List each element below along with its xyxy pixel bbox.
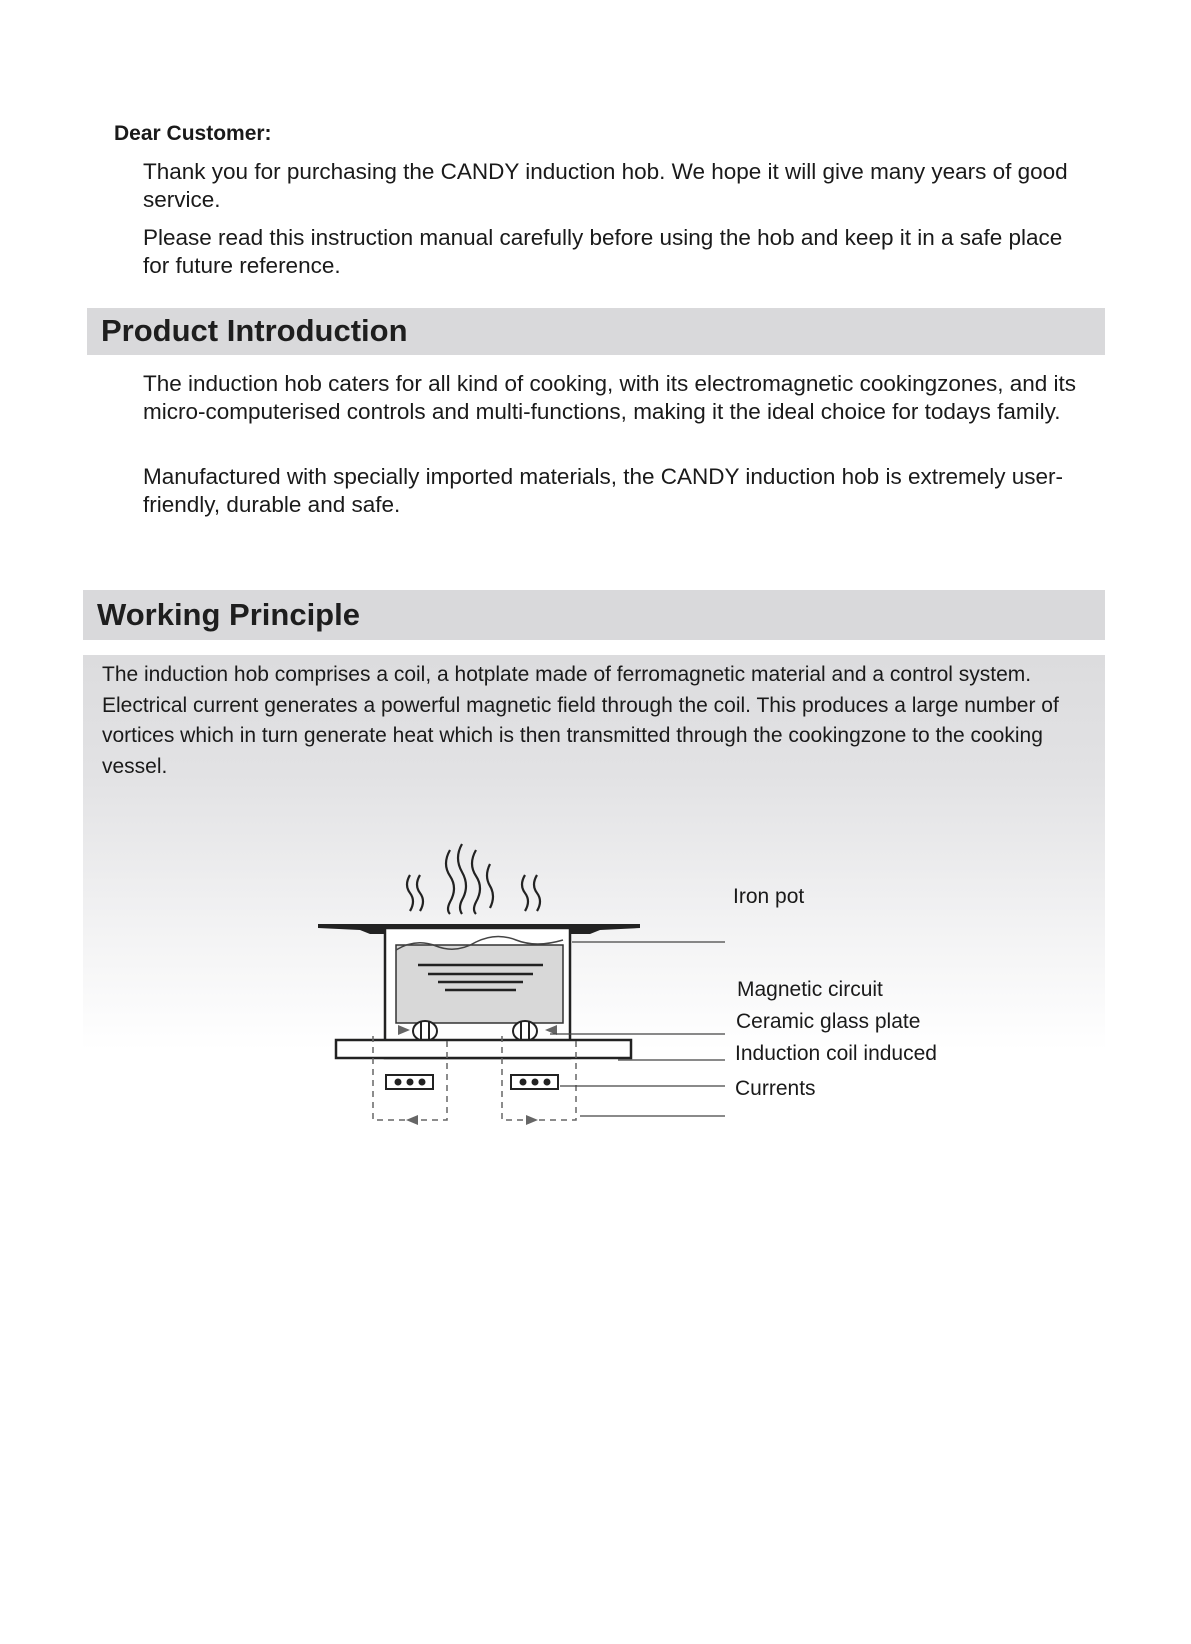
- product-intro-title: Product Introduction: [101, 313, 408, 348]
- greeting: Dear Customer:: [114, 122, 272, 145]
- intro-paragraph-2: Please read this instruction manual carefully before using the hob and keep it in a safe place for future reference.: [143, 225, 1063, 278]
- induction-coil-icon: [386, 1075, 558, 1089]
- working-principle-title: Working Principle: [97, 597, 360, 632]
- label-magnetic-circuit: Magnetic circuit: [737, 978, 883, 1001]
- induction-hob-diagram: [300, 830, 1020, 1160]
- label-ceramic-glass-plate: Ceramic glass plate: [736, 1010, 921, 1033]
- label-currents: Currents: [735, 1077, 816, 1100]
- steam-icon: [407, 844, 540, 914]
- label-iron-pot: Iron pot: [733, 885, 805, 908]
- label-induction-coil: Induction coil induced: [735, 1042, 937, 1065]
- intro-paragraph-1: Thank you for purchasing the CANDY induction hob. We hope it will give many years of good service.: [143, 159, 1068, 212]
- ceramic-glass-plate: [336, 1040, 631, 1058]
- product-intro-paragraph-2: Manufactured with specially imported materials, the CANDY induction hob is extremely user-friendly, durable and safe.: [143, 464, 1063, 517]
- pot-contents: [396, 945, 563, 1023]
- product-intro-paragraph-1: The induction hob caters for all kind of cooking, with its electromagnetic cookingzones, and its micro-computerised controls and multi-functions, making it the ideal choice for todays family.: [143, 371, 1077, 424]
- working-principle-text: The induction hob comprises a coil, a hotplate made of ferromagnetic material and a control system. Electrical current generates a powerful magnetic field through the coil. This produces a large number of vortices which in turn generate heat which is then transmitted through the cookingzone to the cooking vessel.: [102, 663, 1059, 778]
